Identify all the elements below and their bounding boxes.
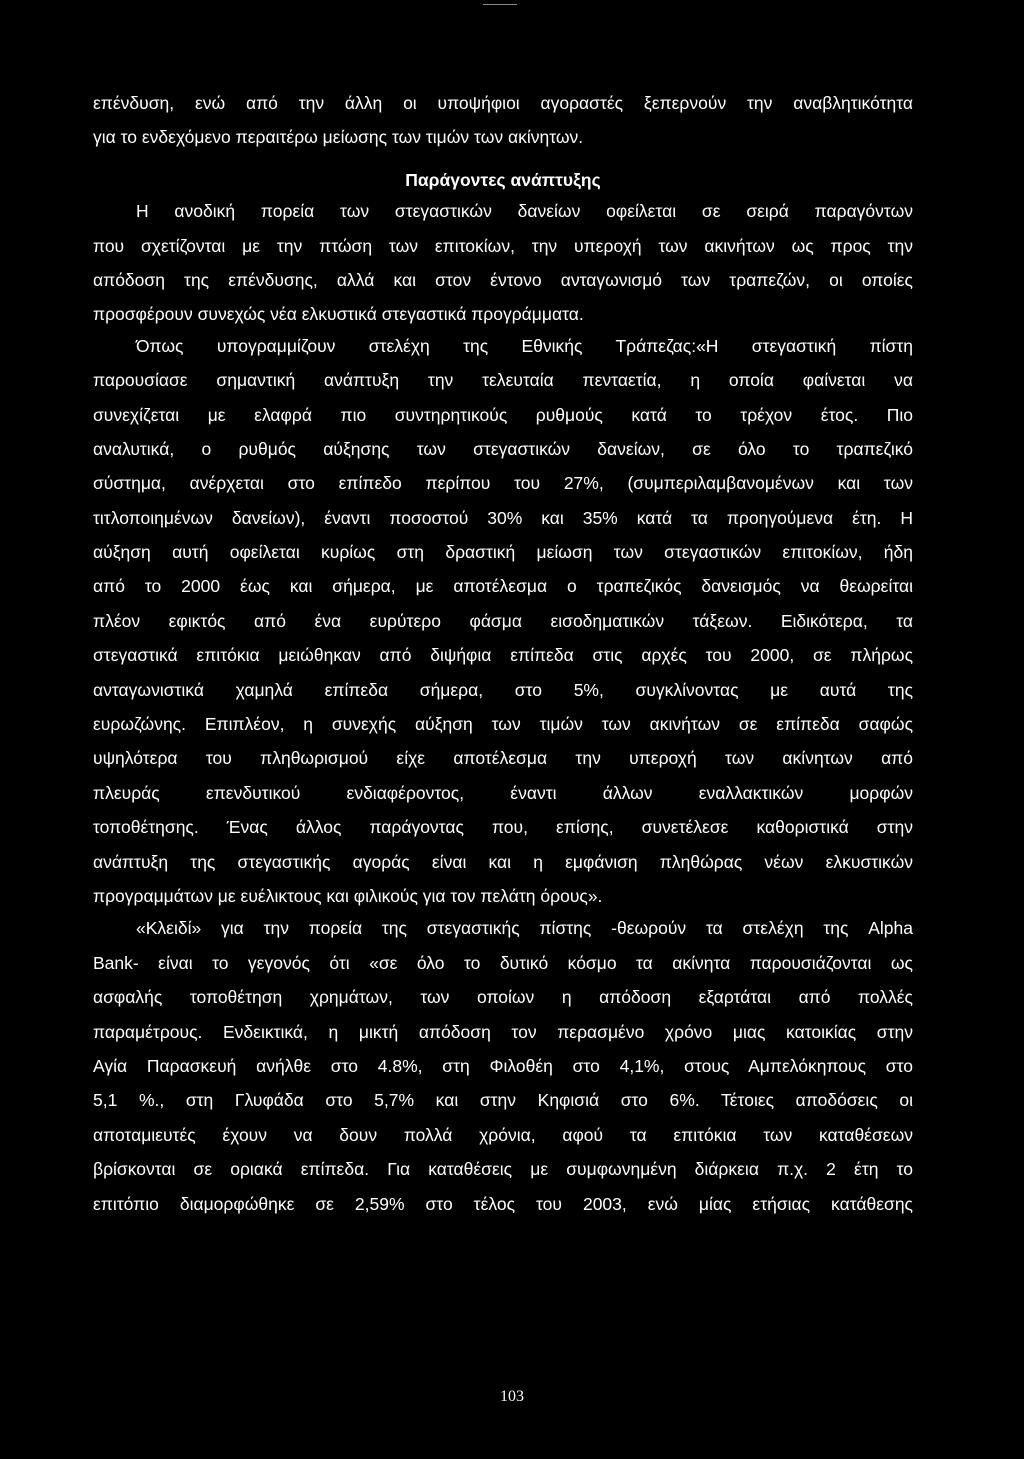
- text-line: πλέον εφικτός από ένα ευρύτερο φάσμα εισοδηματικών τάξεων. Ειδικότερα, τα: [93, 610, 913, 631]
- text-line: στεγαστικά επιτόκια μειώθηκαν από διψήφια επίπεδα στις αρχές του 2000, σε πλήρως: [93, 645, 913, 666]
- text-line: Όπως υπογραμμίζουν στελέχη της Εθνικής Τράπεζας:«Η στεγαστική πίστη: [136, 335, 913, 356]
- text-line: αναλυτικά, ο ρυθμός αύξησης των στεγαστικών δανείων, σε όλο το τραπεζικό: [93, 438, 913, 459]
- text-line: 5,1 %., στη Γλυφάδα στο 5,7% και στην Κηφισιά στο 6%. Τέτοιες αποδόσεις οι: [93, 1090, 913, 1111]
- text-line: απόδοση της επένδυσης, αλλά και στον έντονο ανταγωνισμό των τραπεζών, οι οποίες: [93, 269, 913, 290]
- document-page: [93, 86, 913, 1221]
- text-line: ασφαλής τοποθέτηση χρημάτων, των οποίων η απόδοση εξαρτάται από πολλές: [93, 987, 913, 1008]
- text-line: επιτόπιο διαμορφώθηκε σε 2,59% στο τέλος του 2003, ενώ μίας ετήσιας κατάθεσης: [93, 1193, 913, 1214]
- section-heading: Παράγοντες ανάπτυξης: [405, 169, 601, 190]
- text-line: συνεχίζεται με ελαφρά πιο συντηρητικούς ρυθμούς κατά το τρέχον έτος. Πιο: [93, 404, 913, 425]
- text-line: ανάπτυξη της στεγαστικής αγοράς είναι και η εμφάνιση πληθώρας νέων ελκυστικών: [93, 851, 913, 872]
- paragraph: [93, 194, 913, 332]
- text-line: τοποθέτησης. Ένας άλλος παράγοντας που, επίσης, συνετέλεσε καθοριστικά στην: [93, 817, 913, 838]
- text-line: αύξηση αυτή οφείλεται κυρίως στη δραστική μείωση των στεγαστικών επιτοκίων, ήδη: [93, 542, 913, 563]
- paragraph: [93, 911, 913, 1221]
- text-line: βρίσκονται σε οριακά επίπεδα. Για καταθέσεις με συμφωνημένη διάρκεια π.χ. 2 έτη το: [93, 1159, 913, 1180]
- text-line: τιτλοποιημένων δανείων), έναντι ποσοστού 30% και 35% κατά τα προηγούμενα έτη. Η: [93, 507, 913, 528]
- text-line: προγραμμάτων με ευέλικτους και φιλικούς για τον πελάτη όρους».: [93, 885, 603, 906]
- page-number: 103: [500, 1388, 524, 1405]
- text-line: παρουσίασε σημαντική ανάπτυξη την τελευταία πενταετία, η οποία φαίνεται να: [93, 370, 913, 391]
- text-line: παραμέτρους. Ενδεικτικά, η μικτή απόδοση τον περασμένο χρόνο μιας κατοικίας στην: [93, 1021, 913, 1042]
- text-line: για το ενδεχόμενο περαιτέρω μείωσης των τιμών των ακίνητων.: [93, 127, 584, 148]
- text-line: Αγία Παρασκευή ανήλθε στο 4.8%, στη Φιλοθέη στο 4,1%, στους Αμπελόκηπους στο: [93, 1055, 913, 1076]
- text-line: προσφέρουν συνεχώς νέα ελκυστικά στεγαστικά προγράμματα.: [93, 304, 584, 325]
- top-rule: [483, 4, 517, 5]
- text-line: ευρωζώνης. Επιπλέον, η συνεχής αύξηση των τιμών των ακινήτων σε επίπεδα σαφώς: [93, 714, 913, 735]
- text-line: αποταμιευτές έχουν να δουν πολλά χρόνια, αφού τα επιτόκια των καταθέσεων: [93, 1124, 913, 1145]
- text-line: Η ανοδική πορεία των στεγαστικών δανείων οφείλεται σε σειρά παραγόντων: [136, 201, 913, 222]
- text-line: που σχετίζονται με την πτώση των επιτοκίων, την υπεροχή των ακινήτων ως προς την: [93, 235, 913, 256]
- paragraph: [93, 329, 913, 914]
- text-line: πλευράς επενδυτικού ενδιαφέροντος, έναντι άλλων εναλλακτικών μορφών: [93, 782, 913, 803]
- text-line: Bank- είναι το γεγονός ότι «σε όλο το δυτικό κόσμο τα ακίνητα παρουσιάζονται ως: [93, 952, 913, 973]
- text-line: σύστημα, ανέρχεται στο επίπεδο περίπου του 27%, (συμπεριλαμβανομένων και των: [93, 473, 913, 494]
- text-line: υψηλότερα του πληθωρισμού είχε αποτέλεσμα την υπεροχή των ακίνητων από: [93, 748, 913, 769]
- text-line: επένδυση, ενώ από την άλλη οι υποψήφιοι αγοραστές ξεπερνούν την αναβλητικότητα: [93, 93, 913, 113]
- text-line: «Κλειδί» για την πορεία της στεγαστικής πίστης -θεωρούν τα στελέχη της Alpha: [136, 918, 913, 939]
- text-line: από το 2000 έως και σήμερα, με αποτέλεσμα ο τραπεζικός δανεισμός να θεωρείται: [93, 576, 913, 597]
- text-line: ανταγωνιστικά χαμηλά επίπεδα σήμερα, στο 5%, συγκλίνοντας με αυτά της: [93, 679, 913, 700]
